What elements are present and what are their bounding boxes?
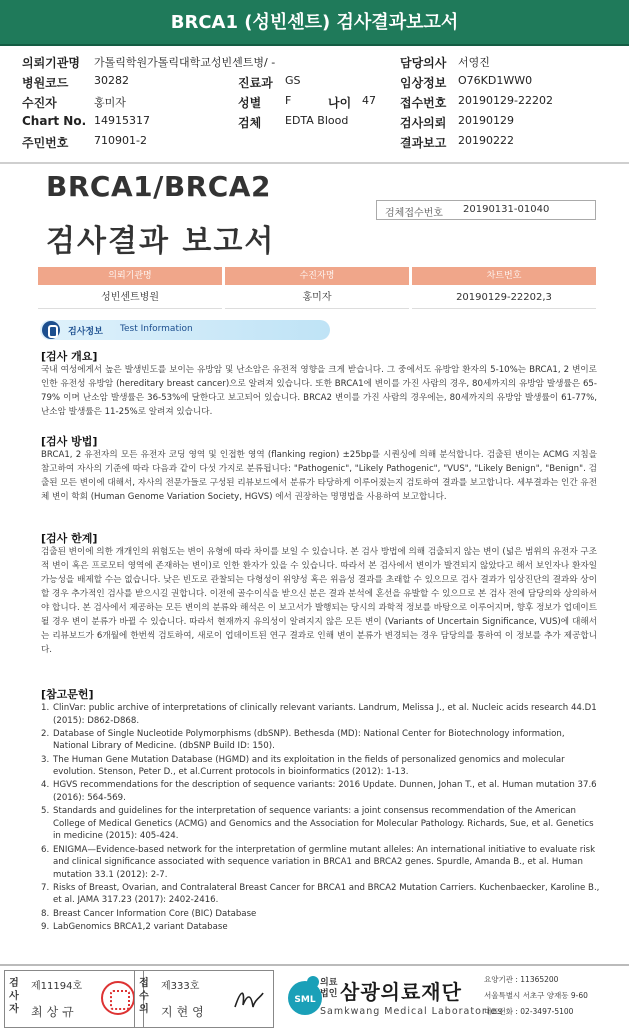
- test-info-pill: [40, 320, 330, 340]
- specimen-label: 검체: [238, 116, 262, 130]
- meta-row-2: [0, 74, 629, 94]
- hospital-code-value: 30282: [94, 74, 129, 87]
- sex-value: F: [285, 94, 292, 107]
- department-label: 진료과: [238, 76, 273, 90]
- tester-license: 제11194호: [31, 981, 83, 992]
- age-label: 나이: [328, 96, 352, 110]
- meta-row-1: [0, 54, 629, 74]
- doctor-value: 서영진: [458, 56, 490, 69]
- reference-item: 8. Breast Cancer Information Core (BIC) Database: [41, 908, 257, 919]
- reference-item: 6. ENIGMA—Evidence-based network for the interpretation of germline mutant alleles: An international initiative to evaluate risk and clinical significance associated with sequence variation in BRCA1 and BRCA2 genes. Spurdle, Amanda B., et al. Human mutation 33.1 (2012): 2-7.: [41, 844, 596, 880]
- org-name: 삼광의료재단: [340, 980, 462, 1004]
- age-value: 47: [362, 94, 376, 107]
- reference-text: Risks of Breast, Ovarian, and Contralateral Breast Cancer for BRCA1 and BRCA2 Mutation Carriers. Kuchenbaecker, Karoline B., et al. JAMA 317.23 (2017): 2402-2416.: [53, 882, 600, 906]
- test-info-label: 검사정보: [68, 327, 103, 337]
- reference-item: 7. Risks of Breast, Ovarian, and Contralateral Breast Cancer for BRCA1 and BRCA2 Mutation Carriers. Kuchenbaecker, Karoline B., et al. JAMA 317.23 (2017): 2402-2416.: [41, 882, 600, 906]
- report-footer: [0, 966, 629, 1033]
- overview-title: [검사 개요]: [41, 350, 98, 363]
- patient-info-table: [38, 267, 596, 313]
- table-cell-institution: 성빈센트병원: [38, 287, 222, 309]
- sml-logo-icon: [285, 972, 325, 1020]
- receiver-license: 제333호: [161, 981, 200, 992]
- table-header-patient: 수진자명: [225, 267, 409, 285]
- test-info-label-en: Test Information: [120, 324, 193, 334]
- patient-meta: [0, 50, 629, 158]
- receiver-name: 지현영: [161, 1005, 208, 1019]
- reference-text: Breast Cancer Information Core (BIC) Database: [53, 908, 257, 919]
- report-title: BRCA1/BRCA2: [46, 170, 271, 203]
- sex-label: 성별: [238, 96, 262, 110]
- method-text: BRCA1, 2 유전자의 모든 유전자 코딩 영역 및 인접한 영역 (flanking region) ±25bp를 시퀀싱에 의해 분석합니다. 검출된 변이는 ACMG 지침을 참고하여 자사의 기준에 따라 다음과 같이 다섯 가지로 분류됩니다: "Pathogenic", "Likely Pathogenic", "VUS", "Likely Benign", "Benign". 검출된 모든 변이에 대해서, 자사의 전문가들로 구성된 리뷰보드에서 분류가 타당하게 이루어졌는지 검토하여 결과를 보고합니다. 세부결과는 인간 유전체 변이 학회 (Human Genome Variation Society, HGVS) 에서 권장하는 명명법을 사용하여 보고합니다.: [41, 450, 597, 502]
- reference-text: Standards and guidelines for the interpretation of sequence variants: a joint consensus recommendation of the American College of Medical Genetics (ACMG) and Genomics and the Association for Molecular Pathology. Richards, Sue, et al. Genetics in medicine (2015): 405-424.: [53, 806, 594, 842]
- report-subtitle: 검사결과 보고서: [46, 224, 276, 259]
- chart-value: 14915317: [94, 114, 150, 127]
- specimen-reception-box: [376, 200, 596, 220]
- doctor-label: 담당의사: [400, 56, 447, 70]
- table-header-chart: 차트번호: [412, 267, 596, 285]
- request-value: 20190129: [458, 114, 514, 127]
- reference-item: 4. HGVS recommendations for the description of sequence variants: 2016 Update. Dunnen, Johan T., et al. Human mutation 37.6 (2016): 564-569.: [41, 780, 597, 803]
- reference-item: 5. Standards and guidelines for the interpretation of sequence variants: a joint consensus recommendation of the American College of Medical Genetics (ACMG) and Genomics and the Association for Molecular Pathology. Richards, Sue, et al. Genetics in medicine (2015): 405-424.: [41, 806, 594, 842]
- org-type-line2: 법인: [320, 989, 338, 999]
- hospital-code-label: 병원코드: [22, 76, 69, 90]
- sml-logo-text: SML: [294, 995, 316, 1005]
- contact-address: 서울특별시 서초구 양재동 9-60: [484, 991, 588, 1000]
- ribbon-icon: [42, 321, 60, 339]
- limit-title: [검사 한계]: [41, 532, 98, 545]
- institution-label: 의뢰기관명: [22, 56, 80, 70]
- tester-vertical-label: 검사자: [9, 978, 19, 1015]
- meta-row-3: [0, 94, 629, 114]
- institution-value: 가톨릭학원가톨릭대학교성빈센트병/ -: [94, 56, 276, 69]
- report-date-value: 20190222: [458, 134, 514, 147]
- reference-item: 3. The Human Gene Mutation Database (HGMD) and its exploitation in the fields of personalized genomics and molecular evolution. Stenson, Peter D., et al.Current protocols in bioinformatics (2012): 1-13.: [41, 754, 565, 778]
- refs-title: [참고문헌]: [41, 688, 94, 701]
- patient-value: 홍미자: [94, 96, 126, 109]
- report-banner: BRCA1 (성빈센트) 검사결과보고서: [0, 0, 629, 46]
- contact-phone: 대표전화 : 02-3497-5100: [484, 1007, 574, 1016]
- department-value: GS: [285, 74, 301, 87]
- table-header-institution: 의뢰기관명: [38, 267, 222, 285]
- ssn-label: 주민번호: [22, 136, 69, 150]
- reception-value: 20190129-22202: [458, 94, 553, 107]
- report-date-label: 결과보고: [400, 136, 447, 150]
- ssn-value: 710901-2: [94, 134, 147, 147]
- request-label: 검사의뢰: [400, 116, 447, 130]
- reception-label: 접수번호: [400, 96, 447, 110]
- receiver-vertical-label: 접수의: [139, 978, 149, 1015]
- org-type-line1: 의료: [320, 978, 338, 988]
- signature-icon: [231, 985, 267, 1015]
- limit-text: 검출된 변이에 의한 개개인의 위험도는 변이 유형에 따라 차이를 보일 수 있습니다. 본 검사 방법에 의해 검출되지 않는 변이 (넓은 범위의 유전자 구조적 변이 혹은 프로모터 영역에 존재하는 변이)로 인한 환자가 있을 수 있습니다. 따라서 본 검사에서 변이가 발견되지 않았다고 해서 보인자나 환자일 가능성을 배제할 수는 없습니다. 낮은 빈도로 관찰되는 다형성이 위양성 혹은 위음성 결과를 초래할 수 있으므로 검사 결과가 임상진단의 결과와 상이할 경우 추가적인 검사를 받으시길 권합니다. 이전에 골수이식을 받으신 분은 결과 분석에 혼선을 유발할 수 있으므로 본 검사 전에 담당의와 상의하셔야 합니다. 본 검사에서 제공하는 모든 변이의 분류와 해석은 이 보고서가 발행되는 당시의 과학적 정보를 바탕으로 이루어지며, 향후 정보가 업데이트 될 경우 변이 분류가 바뀔 수 있습니다. 따라서 현재까지 유의성이 알려지지 않은 모든 변이 (Variants of Uncertain Significance, VUS)에 대해서는 리뷰보드가 6개월에 한번씩 검토하여, 새로이 업데이트된 연구 결과로 인해 변이 분류가 변경되는 경우 담당의를 통하여 이 정보를 추가 제공합니다.: [41, 547, 597, 655]
- reference-text: LabGenomics BRCA1,2 variant Database: [53, 921, 228, 932]
- reference-text: HGVS recommendations for the description of sequence variants: 2016 Update. Dunnen, Johan T., et al. Human mutation 37.6 (2016): 564-569.: [53, 780, 597, 803]
- reference-item: 9. LabGenomics BRCA1,2 variant Database: [41, 921, 228, 932]
- org-type: [320, 978, 337, 1000]
- seal-icon: [101, 981, 135, 1015]
- specimen-reception-value: 20190131-01040: [463, 204, 550, 215]
- receiver-box: [134, 970, 274, 1028]
- table-cell-chart: 20190129-22202,3: [412, 287, 596, 309]
- meta-row-5: [0, 134, 629, 154]
- reference-text: The Human Gene Mutation Database (HGMD) and its exploitation in the fields of personalized genomics and molecular evolution. Stenson, Peter D., et al.Current protocols in bioinformatics (2012): 1-13.: [53, 754, 565, 778]
- meta-row-4: [0, 114, 629, 134]
- overview-text: 국내 여성에게서 높은 발생빈도를 보이는 유방암 및 난소암은 유전적 영향을 크게 받습니다. 그 중에서도 유방암 환자의 5-10%는 BRCA1, 2 변이로 인한 유전성 유방암 (hereditary breast cancer)으로 알려져 있습니다. 또한 BRCA1에 변이를 가진 사람의 경우, 80세까지의 유방암 발생률은 65-79% 이며 난소암 발생률은 36-53%에 달한다고 보고되어 있습니다. BRCA2 변이를 가진 사람의 경우에는, 80세까지의 유방암 발생률이 61-77%, 난소암 발생률은 11-25%로 알려져 있습니다.: [41, 365, 597, 417]
- clinical-label: 임상정보: [400, 76, 447, 90]
- reference-item: 1. ClinVar: public archive of interpretations of clinically relevant variants. Landrum, Melissa J., et al. Nucleic acids research 44.D1 (2015): D862-D868.: [41, 703, 597, 726]
- reference-list: [41, 702, 601, 934]
- org-name-en: Samkwang Medical Laboratories: [320, 1006, 504, 1017]
- header-divider: [0, 162, 629, 164]
- reference-text: Database of Single Nucleotide Polymorphisms (dbSNP). Bethesda (MD): National Center for Biotechnology information, National Library of Medicine. (dbSNP Build ID: 150).: [53, 728, 565, 752]
- tester-name: 최상규: [31, 1005, 78, 1019]
- specimen-reception-key: 검체접수번호: [385, 208, 443, 219]
- chart-label: Chart No.: [22, 114, 87, 128]
- clinical-value: O76KD1WW0: [458, 74, 533, 87]
- contact-code: 요양기관 : 11365200: [484, 975, 559, 984]
- table-cell-patient: 홍미자: [225, 287, 409, 309]
- reference-item: 2. Database of Single Nucleotide Polymorphisms (dbSNP). Bethesda (MD): National Center for Biotechnology information, National Library of Medicine. (dbSNP Build ID: 150).: [41, 728, 565, 752]
- method-title: [검사 방법]: [41, 435, 98, 448]
- reference-text: ENIGMA—Evidence-based network for the interpretation of germline mutant alleles: An international initiative to evaluate risk and clinical significance associated with sequence variation in BRCA1 and BRCA2 genes. Spurdle, Amanda B., et al. Human mutation 33.1 (2012): 2-7.: [53, 844, 596, 880]
- tester-box: [4, 970, 144, 1028]
- specimen-value: EDTA Blood: [285, 114, 349, 127]
- patient-label: 수진자: [22, 96, 57, 110]
- reference-text: ClinVar: public archive of interpretations of clinically relevant variants. Landrum, Melissa J., et al. Nucleic acids research 44.D1 (2015): D862-D868.: [53, 703, 597, 726]
